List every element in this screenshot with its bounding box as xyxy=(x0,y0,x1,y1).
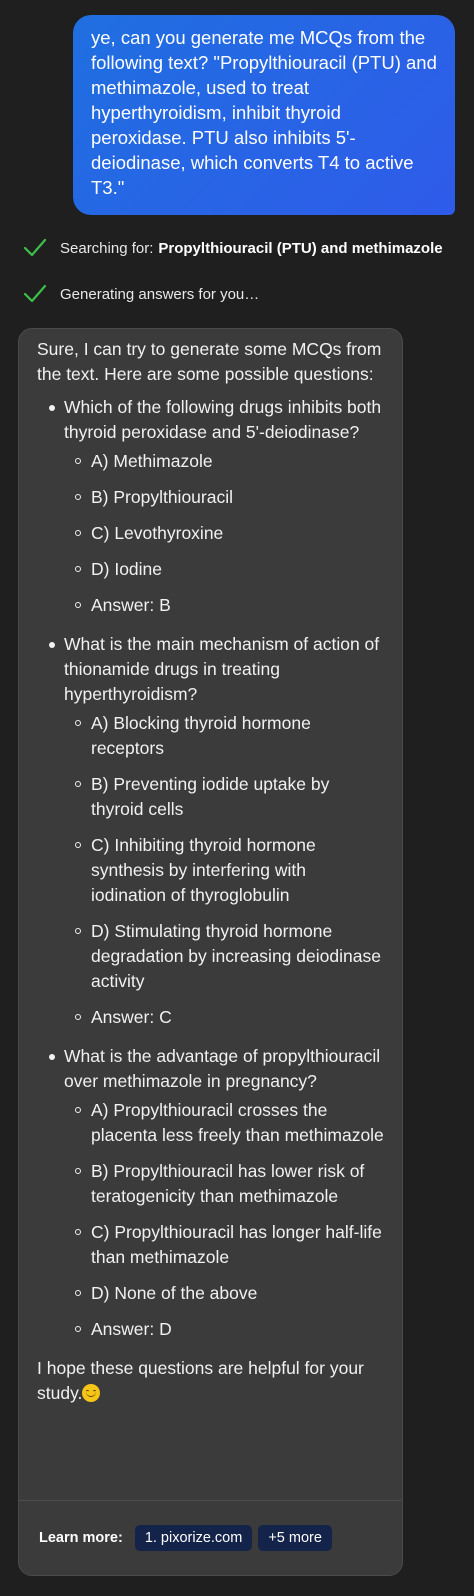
status-searching-label: Searching for: xyxy=(60,239,154,257)
question-text: What is the main mechanism of action of thionamide drugs in treating hyperthyroidism? xyxy=(64,634,380,704)
more-sources-button[interactable]: +5 more xyxy=(258,1525,332,1551)
option-list xyxy=(64,1098,384,1342)
option-item: C) Propylthiouracil has longer half-life than methimazole xyxy=(64,1220,384,1270)
option-item: D) None of the above xyxy=(64,1281,384,1306)
option-item: A) Blocking thyroid hormone receptors xyxy=(64,711,384,761)
answer-item: Answer: C xyxy=(64,1005,384,1030)
source-link-pixorize[interactable]: 1. pixorize.com xyxy=(135,1525,253,1551)
check-icon xyxy=(22,235,48,261)
option-item: B) Propylthiouracil has lower risk of teratogenicity than methimazole xyxy=(64,1159,384,1209)
response-outro-text: I hope these questions are helpful for your study. xyxy=(37,1358,364,1403)
response-outro xyxy=(37,1356,384,1406)
option-list xyxy=(64,449,384,618)
question-item xyxy=(37,395,384,618)
answer-item: Answer: B xyxy=(64,593,384,618)
bot-response-card xyxy=(18,328,403,1576)
smiling-face-icon xyxy=(82,1384,100,1402)
question-list xyxy=(37,395,384,1342)
question-item xyxy=(37,1044,384,1342)
status-searching xyxy=(22,234,443,262)
user-message-bubble xyxy=(73,15,455,215)
question-text: What is the advantage of propylthiouracil over methimazole in pregnancy? xyxy=(64,1046,381,1091)
option-item: C) Inhibiting thyroid hormone synthesis by interfering with iodination of thyroglobulin xyxy=(64,833,384,908)
status-searching-query: Propylthiouracil (PTU) and methimazole xyxy=(158,239,443,257)
learn-more-bar xyxy=(19,1500,402,1575)
option-item: B) Preventing iodide uptake by thyroid cells xyxy=(64,772,384,822)
question-text: Which of the following drugs inhibits both thyroid peroxidase and 5'-deiodinase? xyxy=(64,397,382,442)
option-item: D) Stimulating thyroid hormone degradation by increasing deiodinase activity xyxy=(64,919,384,994)
answer-item: Answer: D xyxy=(64,1317,384,1342)
status-generating-label: Generating answers for you… xyxy=(60,285,260,303)
check-icon xyxy=(22,281,48,307)
option-item: A) Methimazole xyxy=(64,449,384,474)
option-item: D) Iodine xyxy=(64,557,384,582)
option-list xyxy=(64,711,384,1030)
user-message-text: ye, can you generate me MCQs from the following text? "Propylthiouracil (PTU) and methimazole, used to treat hyperthyroidism, inhibit thyroid peroxidase. PTU also inhibits 5'-deiodinase, which converts T4 to active T3." xyxy=(91,27,437,198)
learn-more-label: Learn more: xyxy=(39,1529,123,1546)
option-item: A) Propylthiouracil crosses the placenta less freely than methimazole xyxy=(64,1098,384,1148)
response-intro: Sure, I can try to generate some MCQs from the text. Here are some possible questions: xyxy=(37,339,382,384)
status-generating xyxy=(22,280,259,308)
question-item xyxy=(37,632,384,1030)
response-body xyxy=(19,329,402,1406)
option-item: B) Propylthiouracil xyxy=(64,485,384,510)
option-item: C) Levothyroxine xyxy=(64,521,384,546)
